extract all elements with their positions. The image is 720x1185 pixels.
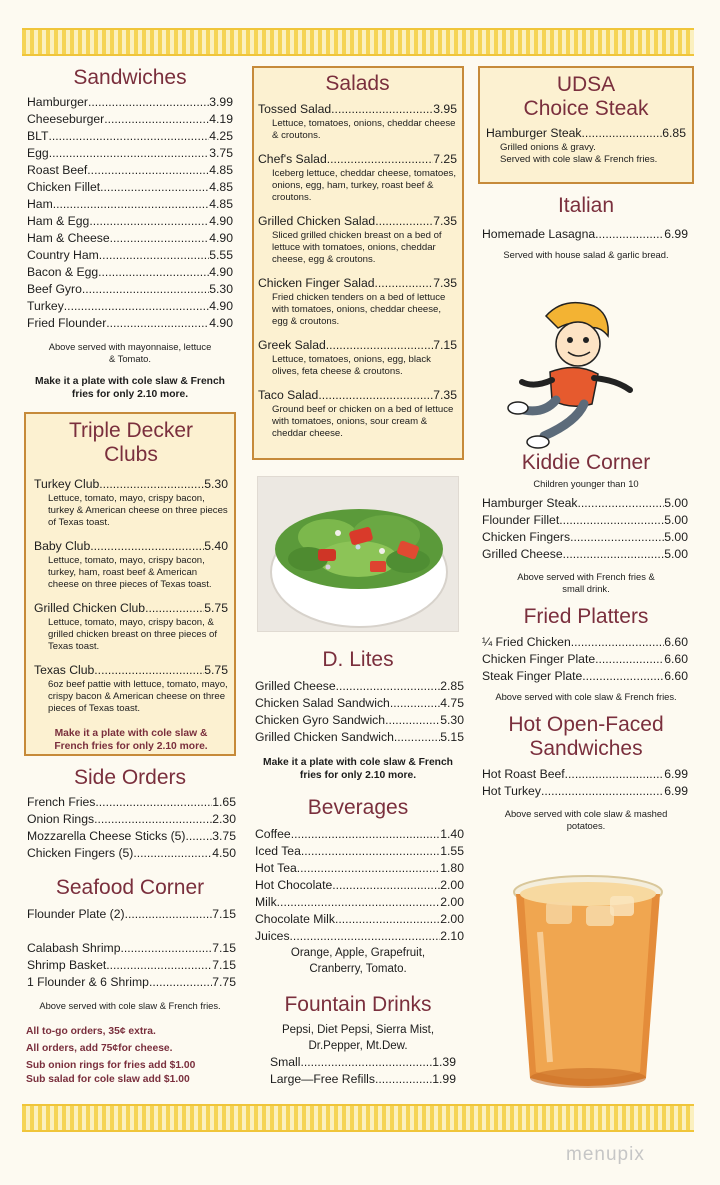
menu-item: Roast Beef ..... 4.85 <box>27 162 233 179</box>
kiddie-list <box>478 495 694 563</box>
item-description: Grilled onions & gravy. <box>500 142 596 153</box>
sandwiches-list <box>24 94 236 332</box>
d-lites-title: D. Lites <box>322 648 394 671</box>
beverages-list <box>252 826 464 945</box>
fried-platters-title: Fried Platters <box>523 605 649 628</box>
menu-item: Milk ..... 2.00 <box>255 894 464 911</box>
watermark: menupix <box>566 1144 645 1165</box>
item-description: Lettuce, tomatoes, onions, egg, black olives, feta cheese & croutons. <box>272 354 431 377</box>
menu-item: Grilled Chicken Salad ..... 7.35 <box>258 213 457 230</box>
item-description: Lettuce, tomato, mayo, crispy bacon, turkey & American cheese on three pieces of Texas toast. <box>48 493 228 528</box>
salad-bowl-image <box>257 476 459 632</box>
item-description: Fried chicken tenders on a bed of lettuce with tomatoes, onions, cheddar cheese, egg & croutons. <box>272 292 446 327</box>
triple-decker-plate-note: Make it a plate with cole slaw & French fries for only 2.10 more. <box>54 728 208 752</box>
kiddie-subtitle: Children younger than 10 <box>533 478 639 489</box>
footer-note: All orders, add 75¢for cheese. <box>26 1043 173 1054</box>
salads-box <box>252 66 464 460</box>
kiddie-title: Kiddie Corner <box>521 451 651 474</box>
beverages-title: Beverages <box>307 796 409 819</box>
d-lites-plate-note: Make it a plate with cole slaw & French fries for only 2.10 more. <box>263 757 453 781</box>
menu-item: Bacon & Egg ..... 4.90 <box>27 264 233 281</box>
steak-title-line1: UDSA <box>556 73 616 96</box>
menu-item: Onion Rings ..... 2.30 <box>27 811 236 828</box>
footer-note: Sub salad for cole slaw add $1.00 <box>26 1074 190 1085</box>
sandwiches-note: Above served with mayonnaise, lettuce & Tomato. <box>48 341 212 364</box>
menu-item: Flounder Fillet ..... 5.00 <box>482 512 688 529</box>
menu-item: Juices ..... 2.10 <box>255 928 464 945</box>
menu-item: Texas Club ..... 5.75 <box>34 662 228 679</box>
menu-item: Chicken Salad Sandwich ..... 4.75 <box>255 695 464 712</box>
menu-item: Hot Chocolate ..... 2.00 <box>255 877 464 894</box>
menu-item: ¼ Fried Chicken ..... 6.60 <box>482 634 688 651</box>
menu-item: Large—Free Refills ..... 1.99 <box>270 1071 456 1088</box>
side-orders-list <box>24 794 236 862</box>
seafood-note: Above served with cole slaw & French fries. <box>39 1000 221 1011</box>
item-description: Served with cole slaw & French fries. <box>500 154 658 165</box>
menu-item: Tossed Salad ..... 3.95 <box>258 101 457 118</box>
menu-item: Ham & Cheese ..... 4.90 <box>27 230 233 247</box>
footer-note: All to-go orders, 35¢ extra. <box>26 1026 156 1037</box>
italian-list <box>478 226 694 243</box>
menu-item: Hamburger Steak ..... 5.00 <box>482 495 688 512</box>
menu-item: Greek Salad ..... 7.15 <box>258 337 457 354</box>
menu-item: French Fries ..... 1.65 <box>27 794 236 811</box>
juices-note: Orange, Apple, Grapefruit, Cranberry, Tomato. <box>290 947 426 975</box>
menu-item: Chicken Fillet ..... 4.85 <box>27 179 233 196</box>
item-description: Iceberg lettuce, cheddar cheese, tomatoes, onions, egg, ham, turkey, roast beef & croutons. <box>272 168 456 203</box>
menu-item: Chicken Fingers ..... 5.00 <box>482 529 688 546</box>
salads-title: Salads <box>325 72 390 95</box>
item-description: Lettuce, tomato, mayo, crispy bacon, turkey, ham, roast beef & American cheese on three pieces of Texas toast. <box>48 555 212 590</box>
left-column <box>24 66 236 1087</box>
item-description: Lettuce, tomatoes, onions, cheddar cheese & croutons. <box>272 118 456 141</box>
iced-tea-icon <box>510 872 666 1094</box>
menu-item: 1 Flounder & 6 Shrimp ..... 7.75 <box>27 974 236 991</box>
fountain-list <box>252 1054 464 1088</box>
side-orders-title: Side Orders <box>73 766 187 789</box>
fountain-title: Fountain Drinks <box>284 993 432 1016</box>
menu-item: Mozzarella Cheese Sticks (5) ..... 3.75 <box>27 828 236 845</box>
footer-note: Sub onion rings for fries add $1.00 <box>26 1060 196 1071</box>
menu-item: Hot Turkey ..... 6.99 <box>482 783 688 800</box>
cartoon-kid-image <box>506 296 634 454</box>
menu-item: Small ..... 1.39 <box>270 1054 456 1071</box>
italian-title: Italian <box>557 194 615 217</box>
menu-item: Iced Tea ..... 1.55 <box>255 843 464 860</box>
menu-item: Hot Roast Beef ..... 6.99 <box>482 766 688 783</box>
fried-platters-note: Above served with cole slaw & French fries. <box>495 691 677 702</box>
menu-item: Flounder Plate (2) ..... 7.15 <box>27 906 236 923</box>
menu-item: Hamburger Steak ..... 6.85 <box>486 125 686 142</box>
menu-item: Coffee ..... 1.40 <box>255 826 464 843</box>
menu-item: Baby Club ..... 5.40 <box>34 538 228 555</box>
menu-item: Grilled Chicken Club ..... 5.75 <box>34 600 228 617</box>
menu-item: Ham & Egg ..... 4.90 <box>27 213 233 230</box>
menu-item: Turkey Club ..... 5.30 <box>34 476 228 493</box>
item-description: 6oz beef pattie with lettuce, tomato, mayo, crispy bacon & American cheese on three pieces of Texas toast. <box>48 679 228 714</box>
top-decorative-stripe <box>22 28 694 56</box>
menu-item: Steak Finger Plate ..... 6.60 <box>482 668 688 685</box>
triple-decker-box <box>24 412 236 756</box>
fountain-flavors: Pepsi, Diet Pepsi, Sierra Mist, Dr.Pepper, Mt.Dew. <box>281 1024 435 1052</box>
menu-item: Chicken Finger Salad ..... 7.35 <box>258 275 457 292</box>
menu-item: Chicken Gyro Sandwich ..... 5.30 <box>255 712 464 729</box>
seafood-title: Seafood Corner <box>55 876 205 899</box>
menu-item: Chocolate Milk ..... 2.00 <box>255 911 464 928</box>
menu-item: Grilled Cheese ..... 5.00 <box>482 546 688 563</box>
steak-box <box>478 66 694 184</box>
triple-decker-title-line1: Triple Decker <box>68 419 194 442</box>
iced-tea-image <box>510 872 666 1094</box>
menu-item: Turkey ..... 4.90 <box>27 298 233 315</box>
menu-item: Chicken Finger Plate ..... 6.60 <box>482 651 688 668</box>
menu-item: Grilled Chicken Sandwich ..... 5.15 <box>255 729 464 746</box>
steak-title-line2: Choice Steak <box>523 97 649 120</box>
seafood-list <box>24 906 236 991</box>
menu-item: Taco Salad ..... 7.35 <box>258 387 457 404</box>
item-description: Sliced grilled chicken breast on a bed of lettuce with tomatoes, onions, cheddar cheese, egg & croutons. <box>272 230 442 265</box>
salad-bowl-icon <box>258 477 459 632</box>
fried-platters-list <box>478 634 694 685</box>
menu-item: Chicken Fingers (5) ..... 4.50 <box>27 845 236 862</box>
footer-notes <box>24 1025 236 1087</box>
menu-item: Homemade Lasagna ..... 6.99 <box>482 226 688 243</box>
menu-item: Chef's Salad ..... 7.25 <box>258 151 457 168</box>
hot-open-list <box>478 766 694 800</box>
menu-item: Country Ham ..... 5.55 <box>27 247 233 264</box>
menu-item: Grilled Cheese ..... 2.85 <box>255 678 464 695</box>
hot-open-note: Above served with cole slaw & mashed potatoes. <box>504 808 668 831</box>
hot-open-title-line1: Hot Open-Faced <box>508 713 664 736</box>
kiddie-note: Above served with French fries & small drink. <box>517 571 655 594</box>
menu-item: BLT ..... 4.25 <box>27 128 233 145</box>
item-description: Ground beef or chicken on a bed of lettuce with tomatoes, onions, sour cream & cheddar cheese. <box>272 404 454 439</box>
item-description: Lettuce, tomato, mayo, crispy bacon, & grilled chicken breast on three pieces of Texas toast. <box>48 617 218 652</box>
menu-item: Fried Flounder ..... 4.90 <box>27 315 233 332</box>
bottom-decorative-stripe <box>22 1104 694 1132</box>
cartoon-kid-icon <box>506 296 634 454</box>
d-lites-list <box>252 678 464 746</box>
menu-item: Egg ..... 3.75 <box>27 145 233 162</box>
italian-note: Served with house salad & garlic bread. <box>503 249 669 260</box>
hot-open-title-line2: Sandwiches <box>529 737 643 760</box>
menu-item: Calabash Shrimp ..... 7.15 <box>27 940 236 957</box>
menu-item: Beef Gyro ..... 5.30 <box>27 281 233 298</box>
menu-item: Hamburger ..... 3.99 <box>27 94 233 111</box>
sandwiches-title: Sandwiches <box>73 66 187 89</box>
menu-item: Ham ..... 4.85 <box>27 196 233 213</box>
sandwiches-plate-note: Make it a plate with cole slaw & French fries for only 2.10 more. <box>35 376 225 400</box>
menu-item: Cheeseburger ..... 4.19 <box>27 111 233 128</box>
triple-decker-title-line2: Clubs <box>104 443 158 466</box>
menu-item: Hot Tea ..... 1.80 <box>255 860 464 877</box>
menu-item: Shrimp Basket ..... 7.15 <box>27 957 236 974</box>
